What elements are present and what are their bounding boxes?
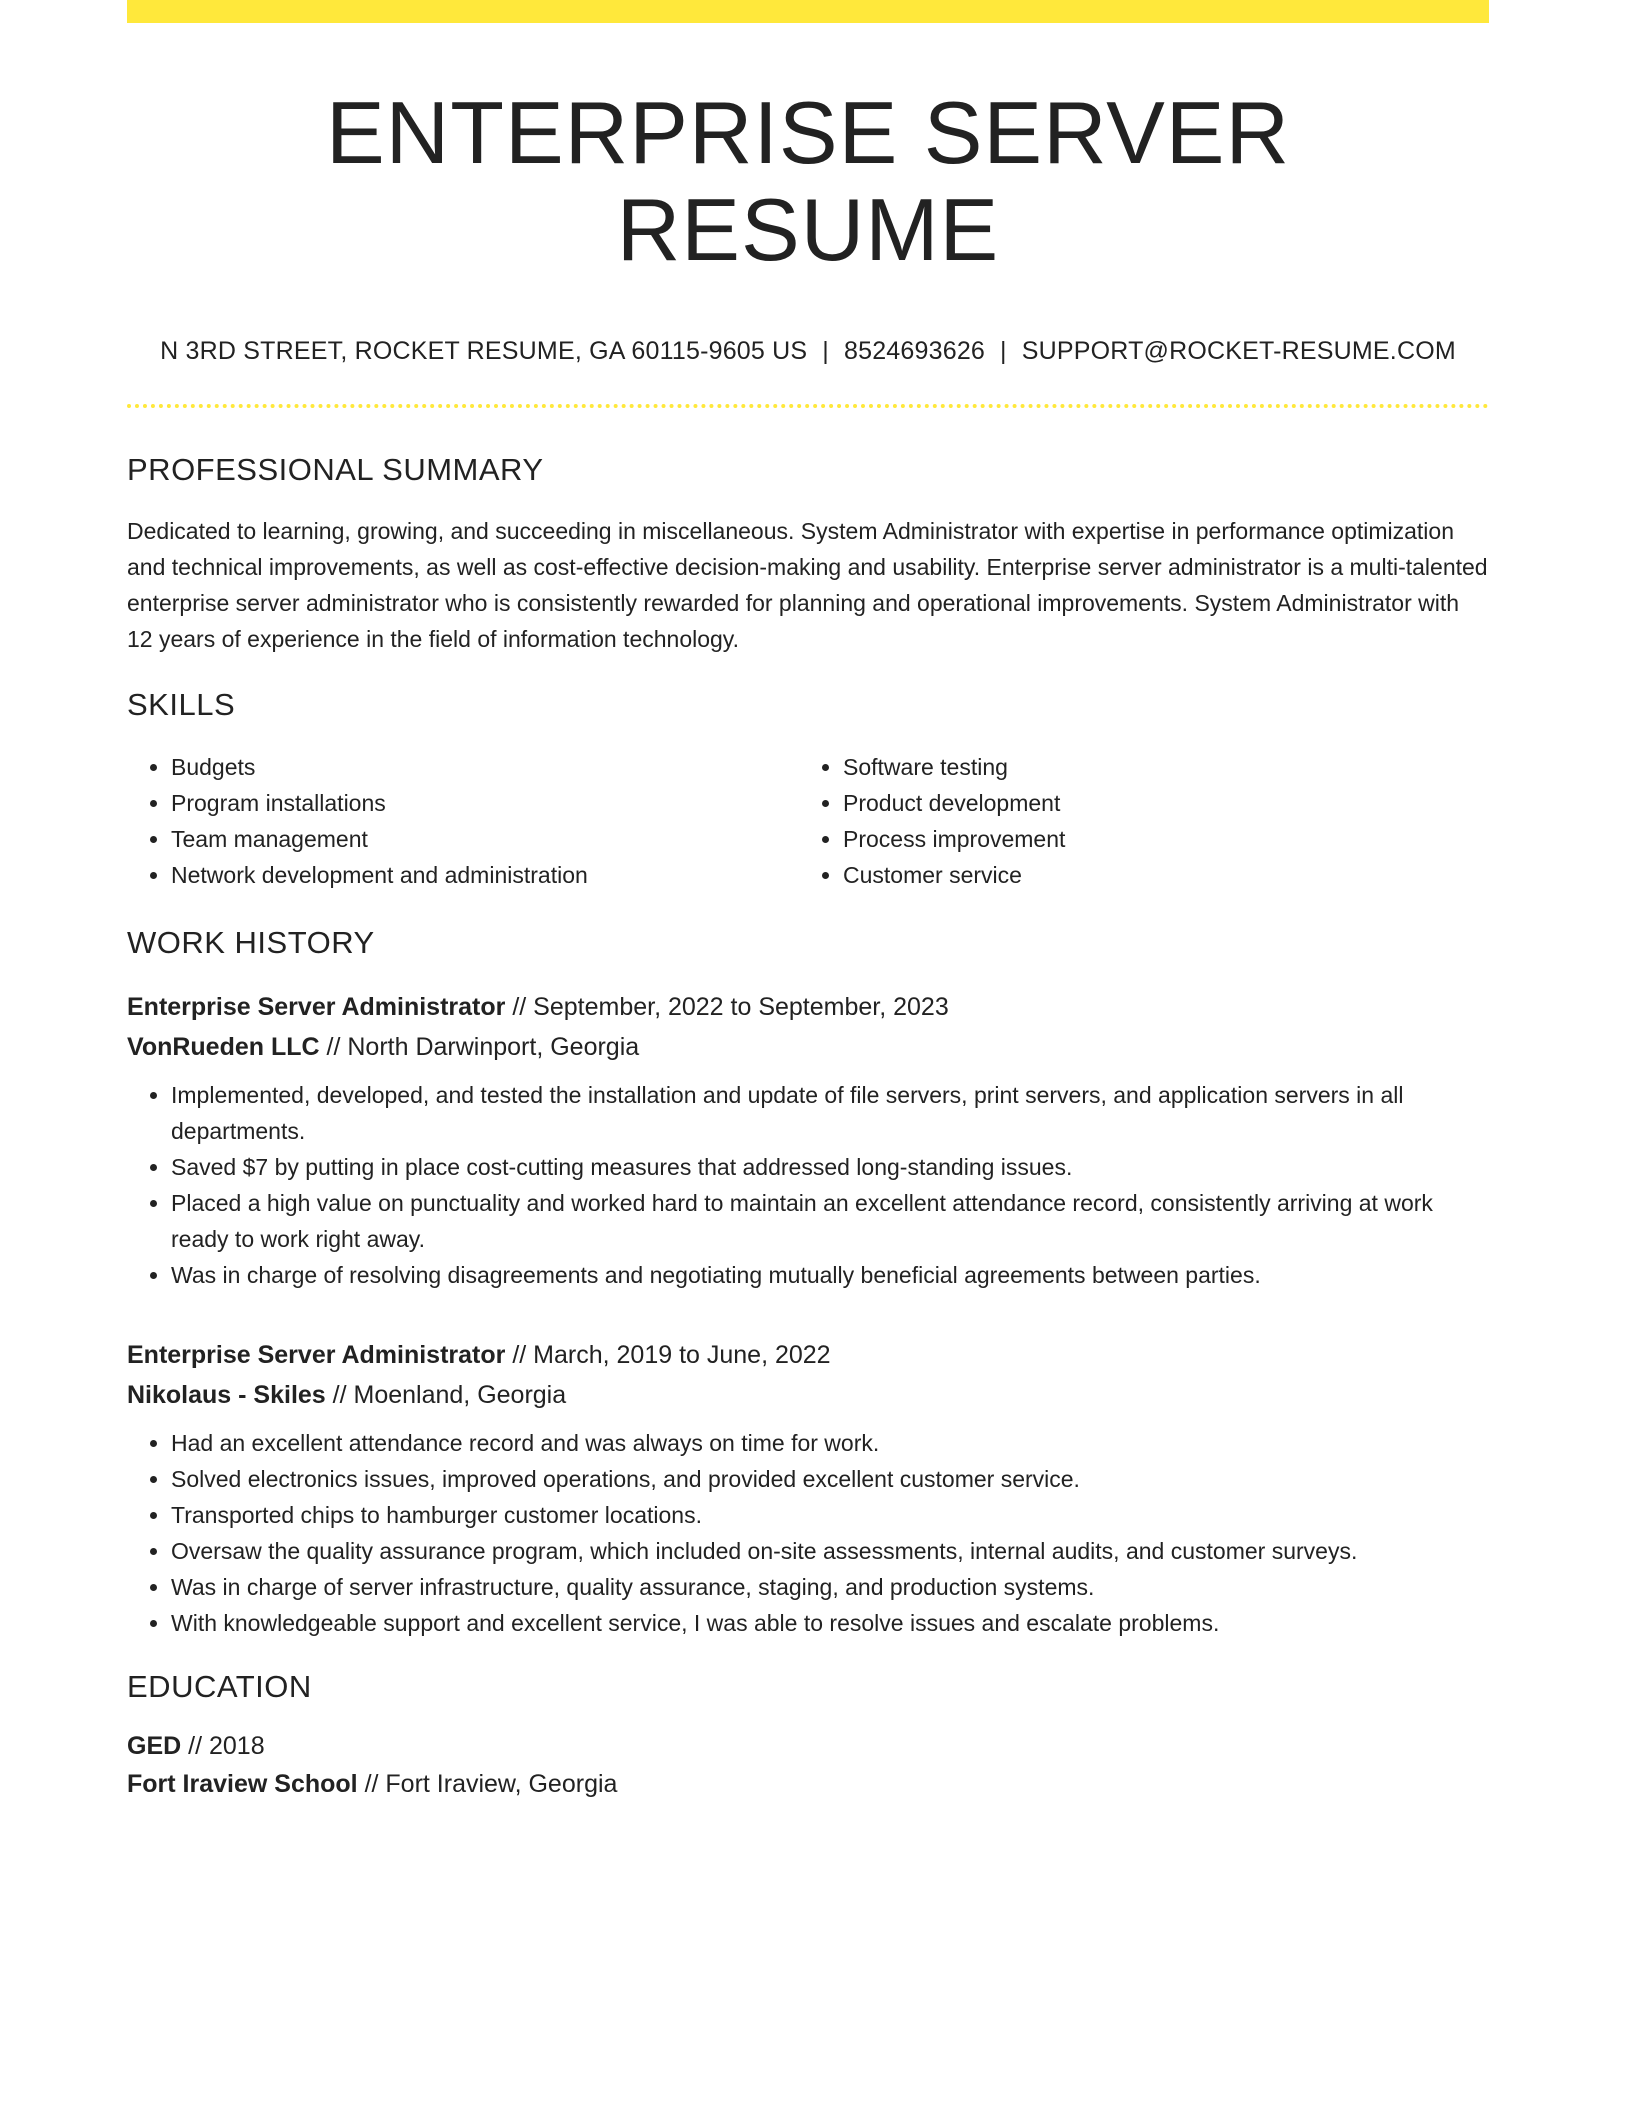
job-company: VonRueden LLC — [127, 1032, 320, 1061]
skill-item: • Process improvement — [843, 821, 1471, 857]
education-degree-line — [127, 1727, 1489, 1765]
skill-item: • Program installations — [171, 785, 799, 821]
contact-phone: 8524693626 — [844, 336, 986, 365]
job-bullet: • Placed a high value on punctuality and worked hard to maintain an excellent attendance record, consistently arriving at work ready to work right away. — [171, 1185, 1489, 1257]
job-bullets — [127, 1077, 1489, 1293]
summary-heading: PROFESSIONAL SUMMARY — [127, 451, 544, 487]
summary-text: Dedicated to learning, growing, and succeeding in miscellaneous. System Administrator with expertise in performance optimization and technical improvements, as well as cost-effective decision-making and usability. Enterprise server administrator is a multi-talented enterprise server administrator who is consistently rewarded for planning and operational improvements. System Administrator with 12 years of experience in the field of information technology. — [127, 517, 1488, 652]
contact-address: N 3RD STREET, ROCKET RESUME, GA 60115-9605 US — [160, 336, 808, 365]
contact-email: SUPPORT@ROCKET-RESUME.COM — [1021, 336, 1456, 365]
job-location: // Moenland, Georgia — [332, 1380, 567, 1409]
education-location: // Fort Iraview, Georgia — [364, 1769, 618, 1798]
job-entry — [127, 1335, 1489, 1641]
contact-line — [127, 337, 1489, 366]
education-heading: EDUCATION — [127, 1668, 312, 1704]
job-bullet: • With knowledgeable support and excellent service, I was able to resolve issues and escalate problems. — [171, 1605, 1489, 1641]
skill-item: • Budgets — [171, 749, 799, 785]
skill-item: • Network development and administration — [171, 857, 799, 893]
contact-separator: | — [1000, 336, 1007, 365]
dotted-divider — [127, 404, 1489, 408]
job-title-line — [127, 987, 1489, 1027]
job-dates: // September, 2022 to September, 2023 — [512, 992, 949, 1021]
job-title: Enterprise Server Administrator — [127, 992, 506, 1021]
education-degree: GED — [127, 1731, 182, 1760]
job-bullet: • Transported chips to hamburger customer locations. — [171, 1497, 1489, 1533]
job-entry — [127, 987, 1489, 1293]
accent-top-bar — [127, 0, 1489, 23]
job-company: Nikolaus - Skiles — [127, 1380, 326, 1409]
resume-page — [127, 0, 1489, 1803]
job-dates: // March, 2019 to June, 2022 — [512, 1340, 831, 1369]
job-bullet: • Had an excellent attendance record and was always on time for work. — [171, 1425, 1489, 1461]
skill-item: • Customer service — [843, 857, 1471, 893]
job-title-line — [127, 1335, 1489, 1375]
work-history-heading: WORK HISTORY — [127, 924, 375, 960]
job-title: Enterprise Server Administrator — [127, 1340, 506, 1369]
job-bullets — [127, 1425, 1489, 1641]
skills-column-right — [799, 749, 1471, 893]
education-school-line — [127, 1765, 1489, 1803]
job-bullet: • Was in charge of resolving disagreements and negotiating mutually beneficial agreements between parties. — [171, 1257, 1489, 1293]
job-bullet: • Was in charge of server infrastructure, quality assurance, staging, and production systems. — [171, 1569, 1489, 1605]
education-year: // 2018 — [188, 1731, 265, 1760]
job-company-line — [127, 1027, 1489, 1067]
skill-item: • Software testing — [843, 749, 1471, 785]
contact-separator: | — [822, 336, 829, 365]
job-bullet: • Solved electronics issues, improved operations, and provided excellent customer service. — [171, 1461, 1489, 1497]
education-school: Fort Iraview School — [127, 1769, 358, 1798]
job-location: // North Darwinport, Georgia — [326, 1032, 640, 1061]
job-company-line — [127, 1375, 1489, 1415]
skill-item: • Product development — [843, 785, 1471, 821]
education-entry — [127, 1727, 1489, 1803]
skills-column-left — [127, 749, 799, 893]
skills-list — [127, 749, 1489, 893]
skill-item: • Team management — [171, 821, 799, 857]
job-bullet: • Implemented, developed, and tested the installation and update of file servers, print servers, and application servers in all departments. — [171, 1077, 1489, 1149]
resume-title: ENTERPRISE SERVER RESUME — [325, 83, 1291, 279]
job-bullet: • Oversaw the quality assurance program, which included on-site assessments, internal audits, and customer surveys. — [171, 1533, 1489, 1569]
job-bullet: • Saved $7 by putting in place cost-cutting measures that addressed long-standing issues. — [171, 1149, 1489, 1185]
skills-heading: SKILLS — [127, 686, 236, 722]
